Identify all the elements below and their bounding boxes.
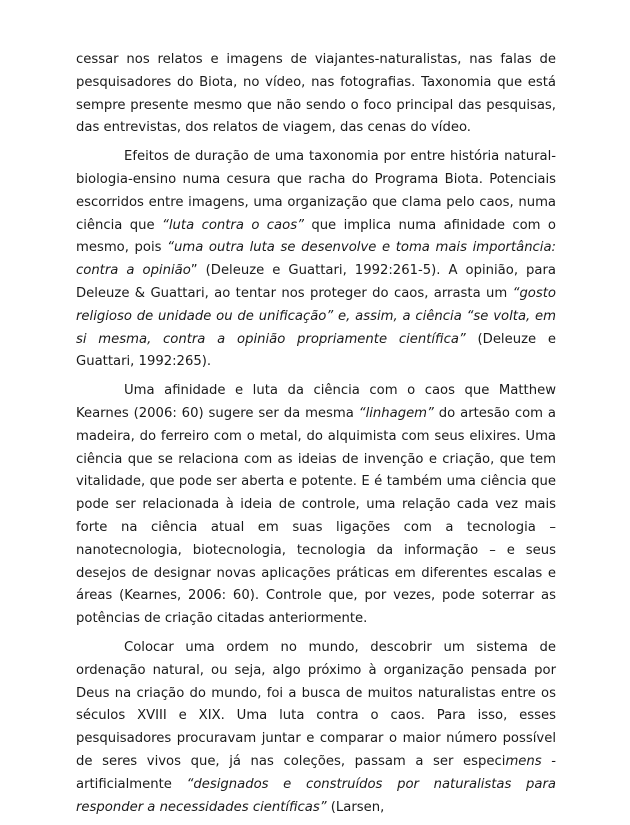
paragraph-2-text: (Deleuze e Guattari, 1992:265). [76,331,556,370]
paragraph-3-text: Uma afinidade e luta da ciência com o caos que Matthew Kearnes (2006: 60) sugere ser da mesma [76,383,556,421]
quote-linhagem: “linhagem” [358,405,434,421]
paragraph-4 [76,637,556,819]
paragraph-4-text: - artificialmente [76,753,556,792]
paragraph-2 [76,146,556,374]
paragraph-1-text: cessar nos relatos e imagens de viajantes-naturalistas, nas falas de pesquisadores do Biota, no vídeo, nas fotografias. Taxonomia que está sempre presente mesmo que não sendo o foco principal das pesquisas, das entrevistas, dos relatos de viagem, das cenas do vídeo. [76,52,556,136]
paragraph-4-text: Colocar uma ordem no mundo, descobrir um sistema de ordenação natural, ou seja, algo próximo à organização pensada por Deus na criação do mundo, foi a busca de muitos naturalistas entre os séculos XVIII e XIX. Uma luta contra o caos. Para isso, esses pesquisadores procuravam juntar e comparar o maior número possível de seres vivos que, já nas coleções, passam a ser especi [76,639,556,769]
paragraph-2-text: ” (Deleuze e Guattari, 1992:261-5). A opinião, para Deleuze & Guattari, ao tentar nos proteger do caos, arrasta um [76,263,556,301]
paragraph-4-text: (Larsen, [326,799,385,815]
document-body [76,49,556,825]
paragraph-1 [76,49,556,140]
quote-gosto-religioso: “gosto religioso de unidade ou de unificação” e, assim, a ciência “se volta, em si mesma, contra a opinião propriamente científica” [76,285,556,347]
quote-designados: “designados e construídos por naturalistas para responder a necessidades científicas” [76,776,556,815]
italic-mens: mens [505,753,542,769]
paragraph-3 [76,380,556,631]
paragraph-2-text: que implica numa afinidade com o mesmo, pois [76,217,556,256]
quote-outra-luta: “uma outra luta se desenvolve e toma mais importância: contra a opinião [76,240,556,279]
paragraph-3-text: do artesão com a madeira, do ferreiro com o metal, do alquimista com seus elixires. Uma ciência que se relaciona com as ideias de invenção e criação, que tem vitalidade, que pode ser aberta e potente. E é também uma ciência que pode ser relacionada à ideia de controle, uma relação cada vez mais forte na ciência atual em suas ligações com a tecnologia – nanotecnologia, biotecnologia, tecnologia da informação – e seus desejos de designar novas aplicações práticas em diferentes escalas e áreas (Kearnes, 2006: 60). Controle que, por vezes, pode soterrar as potências de criação citadas anteriormente. [76,405,556,627]
quote-luta-contra-caos: “luta contra o caos” [162,217,304,233]
paragraph-2-text: Efeitos de duração de uma taxonomia por entre história natural-biologia-ensino numa cesura que racha do Programa Biota. Potenciais escorridos entre imagens, uma organização que clama pelo caos, numa ciência que [76,149,556,233]
